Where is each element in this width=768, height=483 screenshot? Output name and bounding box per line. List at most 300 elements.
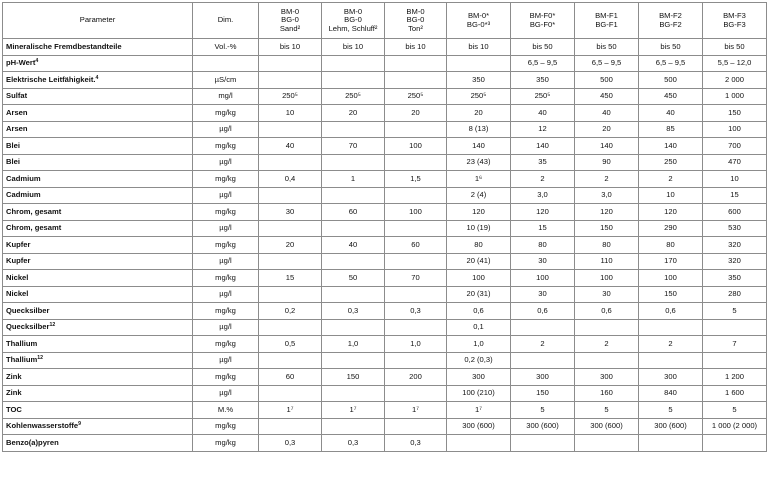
value-cell: 450 bbox=[575, 88, 639, 105]
parameter-name: Nickel bbox=[6, 272, 29, 282]
footnote-marker: 4 bbox=[95, 74, 99, 81]
value-cell: 160 bbox=[575, 385, 639, 402]
parameter-cell bbox=[3, 237, 193, 254]
footnote-marker: 4 bbox=[35, 58, 39, 65]
value-cell: 50 bbox=[322, 270, 385, 287]
unit-cell: mg/kg bbox=[193, 171, 259, 188]
value-cell: 60 bbox=[385, 237, 447, 254]
unit-cell: mg/kg bbox=[193, 270, 259, 287]
value-cell: 20 bbox=[447, 105, 511, 122]
parameter-cell bbox=[3, 303, 193, 320]
value-cell bbox=[322, 418, 385, 435]
header-group-line: BM-0 bbox=[343, 6, 363, 16]
value-cell: 5,5 – 12,0 bbox=[703, 55, 767, 72]
value-cell: 60 bbox=[259, 369, 322, 386]
unit-cell: mg/kg bbox=[193, 418, 259, 435]
value-cell: 0,3 bbox=[322, 303, 385, 320]
header-group-line: BM-F1 bbox=[595, 11, 618, 21]
table-body bbox=[3, 39, 767, 452]
value-cell bbox=[703, 319, 767, 336]
parameter-name: TOC bbox=[6, 404, 22, 414]
value-cell: 250 bbox=[639, 154, 703, 171]
limit-values-table bbox=[2, 2, 767, 452]
value-cell bbox=[575, 352, 639, 369]
value-cell: 100 bbox=[447, 270, 511, 287]
parameter-name: Sulfat bbox=[6, 91, 28, 101]
value-cell bbox=[322, 385, 385, 402]
unit-cell: µS/cm bbox=[193, 72, 259, 89]
value-cell: 30 bbox=[259, 204, 322, 221]
value-cell bbox=[385, 385, 447, 402]
value-cell bbox=[385, 187, 447, 204]
parameter-cell bbox=[3, 253, 193, 270]
value-cell: 0,5 bbox=[259, 336, 322, 353]
value-cell: 2 bbox=[575, 336, 639, 353]
parameter-cell bbox=[3, 385, 193, 402]
value-cell: 300 bbox=[447, 369, 511, 386]
header-dim: Dim. bbox=[193, 3, 259, 39]
value-cell bbox=[259, 72, 322, 89]
value-cell bbox=[639, 319, 703, 336]
value-cell: 10 bbox=[639, 187, 703, 204]
table-row bbox=[3, 336, 767, 353]
value-cell: 5 bbox=[703, 303, 767, 320]
unit-cell: Vol.-% bbox=[193, 39, 259, 56]
value-cell: 1⁶ bbox=[447, 171, 511, 188]
value-cell bbox=[259, 187, 322, 204]
value-cell: 10 (19) bbox=[447, 220, 511, 237]
value-cell: 100 bbox=[511, 270, 575, 287]
value-cell bbox=[385, 352, 447, 369]
parameter-cell bbox=[3, 105, 193, 122]
value-cell: 70 bbox=[322, 138, 385, 155]
value-cell: 6,5 – 9,5 bbox=[511, 55, 575, 72]
value-cell: 40 bbox=[575, 105, 639, 122]
value-cell bbox=[385, 154, 447, 171]
value-cell: 40 bbox=[322, 237, 385, 254]
value-cell: 30 bbox=[575, 286, 639, 303]
value-cell: 150 bbox=[322, 369, 385, 386]
value-cell: 320 bbox=[703, 237, 767, 254]
unit-cell: µg/l bbox=[193, 187, 259, 204]
value-cell: 300 (600) bbox=[447, 418, 511, 435]
value-cell bbox=[575, 319, 639, 336]
value-cell: 530 bbox=[703, 220, 767, 237]
value-cell: 140 bbox=[447, 138, 511, 155]
unit-cell: mg/kg bbox=[193, 303, 259, 320]
value-cell: 1 200 bbox=[703, 369, 767, 386]
value-cell: 700 bbox=[703, 138, 767, 155]
value-cell: bis 10 bbox=[259, 39, 322, 56]
value-cell: 23 (43) bbox=[447, 154, 511, 171]
value-cell bbox=[322, 253, 385, 270]
value-cell: 20 (41) bbox=[447, 253, 511, 270]
header-group-line: BG-0 bbox=[406, 15, 425, 25]
value-cell: 300 (600) bbox=[575, 418, 639, 435]
value-cell bbox=[575, 435, 639, 452]
parameter-cell bbox=[3, 286, 193, 303]
header-group-line: BM-0 bbox=[406, 6, 425, 16]
value-cell: 1 bbox=[322, 171, 385, 188]
value-cell: 40 bbox=[639, 105, 703, 122]
value-cell: bis 50 bbox=[575, 39, 639, 56]
value-cell: 150 bbox=[575, 220, 639, 237]
parameter-name: Thallium bbox=[6, 338, 38, 348]
value-cell bbox=[385, 121, 447, 138]
value-cell bbox=[385, 286, 447, 303]
value-cell: 6,5 – 9,5 bbox=[575, 55, 639, 72]
value-cell bbox=[703, 435, 767, 452]
parameter-cell bbox=[3, 369, 193, 386]
value-cell: 470 bbox=[703, 154, 767, 171]
value-cell: 2 000 bbox=[703, 72, 767, 89]
value-cell: 1,0 bbox=[322, 336, 385, 353]
header-group-line: BG-0*³ bbox=[466, 19, 491, 29]
header-group-line: Sand² bbox=[279, 23, 301, 33]
parameter-cell bbox=[3, 418, 193, 435]
value-cell bbox=[259, 220, 322, 237]
table-row bbox=[3, 105, 767, 122]
value-cell: 170 bbox=[639, 253, 703, 270]
value-cell: 1 000 bbox=[703, 88, 767, 105]
parameter-cell bbox=[3, 319, 193, 336]
unit-cell: mg/kg bbox=[193, 435, 259, 452]
parameter-name: Elektrische Leitfähigkeit. bbox=[6, 74, 96, 84]
value-cell bbox=[322, 55, 385, 72]
value-cell: 30 bbox=[511, 286, 575, 303]
value-cell bbox=[511, 435, 575, 452]
value-cell: 0,4 bbox=[259, 171, 322, 188]
table-row bbox=[3, 369, 767, 386]
value-cell: 120 bbox=[639, 204, 703, 221]
parameter-name: Kohlenwasserstoffe bbox=[6, 421, 79, 431]
unit-cell: mg/kg bbox=[193, 105, 259, 122]
value-cell: 100 (210) bbox=[447, 385, 511, 402]
value-cell: 140 bbox=[639, 138, 703, 155]
parameter-cell bbox=[3, 88, 193, 105]
value-cell bbox=[703, 352, 767, 369]
value-cell: 300 (600) bbox=[639, 418, 703, 435]
table-row bbox=[3, 138, 767, 155]
unit-cell: mg/l bbox=[193, 88, 259, 105]
value-cell bbox=[447, 435, 511, 452]
parameter-name: Kupfer bbox=[6, 256, 31, 266]
value-cell: 60 bbox=[322, 204, 385, 221]
parameter-cell bbox=[3, 220, 193, 237]
table-header bbox=[3, 3, 767, 39]
value-cell: 320 bbox=[703, 253, 767, 270]
value-cell bbox=[322, 286, 385, 303]
value-cell: 1,0 bbox=[385, 336, 447, 353]
value-cell: 3,0 bbox=[575, 187, 639, 204]
parameter-cell bbox=[3, 138, 193, 155]
value-cell: 2 (4) bbox=[447, 187, 511, 204]
parameter-name: Blei bbox=[6, 140, 20, 150]
value-cell: 1⁷ bbox=[259, 402, 322, 419]
value-cell bbox=[447, 55, 511, 72]
value-cell: 15 bbox=[703, 187, 767, 204]
header-group-line: BM-0 bbox=[280, 6, 300, 16]
value-cell: 1,0 bbox=[447, 336, 511, 353]
value-cell: 5 bbox=[511, 402, 575, 419]
value-cell bbox=[322, 121, 385, 138]
value-cell: 250⁵ bbox=[511, 88, 575, 105]
value-cell bbox=[259, 418, 322, 435]
table-row bbox=[3, 72, 767, 89]
value-cell: 0,3 bbox=[259, 435, 322, 452]
header-group-line: BM-F2 bbox=[659, 11, 682, 21]
value-cell: 35 bbox=[511, 154, 575, 171]
value-cell: 10 bbox=[259, 105, 322, 122]
value-cell: 5 bbox=[639, 402, 703, 419]
parameter-cell bbox=[3, 154, 193, 171]
parameter-name: pH-Wert bbox=[6, 58, 36, 68]
table-row bbox=[3, 253, 767, 270]
value-cell: 250⁵ bbox=[322, 88, 385, 105]
value-cell: 150 bbox=[639, 286, 703, 303]
value-cell bbox=[511, 319, 575, 336]
value-cell: 100 bbox=[385, 138, 447, 155]
value-cell: 2 bbox=[639, 336, 703, 353]
value-cell bbox=[511, 352, 575, 369]
header-group-line: BG-0 bbox=[344, 15, 362, 25]
value-cell bbox=[259, 55, 322, 72]
parameter-name: Benzo(a)pyren bbox=[6, 437, 59, 447]
unit-cell: µg/l bbox=[193, 154, 259, 171]
value-cell bbox=[322, 72, 385, 89]
parameter-name: Cadmium bbox=[6, 190, 41, 200]
value-cell: 12 bbox=[511, 121, 575, 138]
parameter-cell bbox=[3, 121, 193, 138]
value-cell: 0,3 bbox=[385, 435, 447, 452]
value-cell: 1⁷ bbox=[322, 402, 385, 419]
value-cell: 80 bbox=[511, 237, 575, 254]
value-cell: 5 bbox=[703, 402, 767, 419]
unit-cell: µg/l bbox=[193, 319, 259, 336]
parameter-name: Thallium bbox=[6, 355, 38, 365]
parameter-name: Mineralische Fremdbestandteile bbox=[6, 41, 122, 51]
unit-cell: M.% bbox=[193, 402, 259, 419]
unit-cell: µg/l bbox=[193, 352, 259, 369]
parameter-cell bbox=[3, 39, 193, 56]
value-cell bbox=[322, 319, 385, 336]
table-row bbox=[3, 55, 767, 72]
table-row bbox=[3, 39, 767, 56]
value-cell: 15 bbox=[511, 220, 575, 237]
table-row bbox=[3, 171, 767, 188]
value-cell: 250⁵ bbox=[385, 88, 447, 105]
value-cell: 90 bbox=[575, 154, 639, 171]
value-cell bbox=[259, 385, 322, 402]
table-row bbox=[3, 352, 767, 369]
unit-cell: µg/l bbox=[193, 220, 259, 237]
parameter-name: Arsen bbox=[6, 124, 28, 134]
value-cell bbox=[322, 187, 385, 204]
table-row bbox=[3, 286, 767, 303]
header-group-3 bbox=[447, 3, 511, 39]
table-row bbox=[3, 237, 767, 254]
parameter-name: Blei bbox=[6, 157, 20, 167]
value-cell bbox=[259, 286, 322, 303]
value-cell: 450 bbox=[639, 88, 703, 105]
header-row bbox=[3, 3, 767, 39]
value-cell: 140 bbox=[575, 138, 639, 155]
value-cell: 150 bbox=[703, 105, 767, 122]
value-cell: 40 bbox=[511, 105, 575, 122]
table-row bbox=[3, 220, 767, 237]
unit-cell: mg/kg bbox=[193, 204, 259, 221]
value-cell: 120 bbox=[447, 204, 511, 221]
value-cell: 40 bbox=[259, 138, 322, 155]
value-cell: 200 bbox=[385, 369, 447, 386]
parameter-name: Cadmium bbox=[6, 173, 41, 183]
header-group-line: Ton² bbox=[408, 23, 423, 33]
value-cell: 1 600 bbox=[703, 385, 767, 402]
value-cell: bis 10 bbox=[385, 39, 447, 56]
parameter-name: Zink bbox=[6, 388, 22, 398]
header-group-4 bbox=[511, 3, 575, 39]
value-cell bbox=[259, 253, 322, 270]
unit-cell: mg/kg bbox=[193, 336, 259, 353]
value-cell bbox=[385, 418, 447, 435]
header-group-line: BM-0* bbox=[467, 11, 490, 21]
footnote-marker: 12 bbox=[37, 355, 44, 362]
document-page bbox=[2, 2, 766, 452]
value-cell: 0,2 (0,3) bbox=[447, 352, 511, 369]
value-cell bbox=[385, 72, 447, 89]
footnote-marker: 12 bbox=[49, 322, 56, 329]
header-group-line: BM-F0* bbox=[529, 11, 556, 21]
value-cell: 150 bbox=[511, 385, 575, 402]
header-group-line: BG-F2 bbox=[659, 19, 682, 29]
header-group-line: BM-F3 bbox=[723, 11, 746, 21]
value-cell: 2 bbox=[575, 171, 639, 188]
parameter-cell bbox=[3, 270, 193, 287]
value-cell: 300 (600) bbox=[511, 418, 575, 435]
unit-cell: µg/l bbox=[193, 121, 259, 138]
value-cell: 20 bbox=[322, 105, 385, 122]
header-group-6 bbox=[639, 3, 703, 39]
value-cell: 600 bbox=[703, 204, 767, 221]
value-cell: 80 bbox=[575, 237, 639, 254]
value-cell bbox=[639, 352, 703, 369]
value-cell: 2 bbox=[511, 336, 575, 353]
value-cell: 5 bbox=[575, 402, 639, 419]
table-row bbox=[3, 270, 767, 287]
parameter-name: Kupfer bbox=[6, 239, 31, 249]
value-cell bbox=[259, 352, 322, 369]
value-cell: 0,6 bbox=[575, 303, 639, 320]
unit-cell: µg/l bbox=[193, 286, 259, 303]
unit-cell: mg/kg bbox=[193, 237, 259, 254]
value-cell bbox=[322, 220, 385, 237]
table-row bbox=[3, 121, 767, 138]
header-group-line: BG-F3 bbox=[723, 19, 746, 29]
unit-cell: mg/kg bbox=[193, 138, 259, 155]
value-cell: 1⁷ bbox=[447, 402, 511, 419]
value-cell: 7 bbox=[703, 336, 767, 353]
table-row bbox=[3, 385, 767, 402]
value-cell bbox=[385, 319, 447, 336]
parameter-cell bbox=[3, 55, 193, 72]
value-cell: 300 bbox=[511, 369, 575, 386]
header-group-line: BG-F0* bbox=[529, 19, 556, 29]
value-cell: 840 bbox=[639, 385, 703, 402]
value-cell: 290 bbox=[639, 220, 703, 237]
value-cell: 350 bbox=[703, 270, 767, 287]
value-cell: 0,3 bbox=[385, 303, 447, 320]
unit-cell: µg/l bbox=[193, 253, 259, 270]
value-cell: 300 bbox=[639, 369, 703, 386]
table-row bbox=[3, 402, 767, 419]
value-cell: 100 bbox=[385, 204, 447, 221]
value-cell bbox=[259, 121, 322, 138]
value-cell: bis 10 bbox=[322, 39, 385, 56]
value-cell: 350 bbox=[511, 72, 575, 89]
parameter-cell bbox=[3, 435, 193, 452]
value-cell bbox=[322, 352, 385, 369]
value-cell: 0,6 bbox=[511, 303, 575, 320]
unit-cell bbox=[193, 55, 259, 72]
header-group-line: BG-F1 bbox=[595, 19, 618, 29]
value-cell: 6,5 – 9,5 bbox=[639, 55, 703, 72]
header-group-7 bbox=[703, 3, 767, 39]
header-group-0 bbox=[259, 3, 322, 39]
parameter-name: Zink bbox=[6, 371, 22, 381]
parameter-cell bbox=[3, 171, 193, 188]
table-row bbox=[3, 88, 767, 105]
value-cell: 500 bbox=[575, 72, 639, 89]
value-cell: 140 bbox=[511, 138, 575, 155]
value-cell: 20 bbox=[259, 237, 322, 254]
value-cell: 100 bbox=[703, 121, 767, 138]
parameter-name: Arsen bbox=[6, 107, 28, 117]
table-row bbox=[3, 204, 767, 221]
table-row bbox=[3, 319, 767, 336]
parameter-cell bbox=[3, 352, 193, 369]
value-cell: 1⁷ bbox=[385, 402, 447, 419]
value-cell: bis 50 bbox=[639, 39, 703, 56]
value-cell: 250⁵ bbox=[447, 88, 511, 105]
value-cell: 500 bbox=[639, 72, 703, 89]
header-group-line: Lehm, Schluff² bbox=[328, 23, 378, 33]
value-cell: 2 bbox=[639, 171, 703, 188]
value-cell: 85 bbox=[639, 121, 703, 138]
value-cell: bis 10 bbox=[447, 39, 511, 56]
value-cell bbox=[385, 220, 447, 237]
header-parameter: Parameter bbox=[3, 3, 193, 39]
table-row bbox=[3, 418, 767, 435]
unit-cell: mg/kg bbox=[193, 369, 259, 386]
value-cell: 30 bbox=[511, 253, 575, 270]
value-cell: 250⁵ bbox=[259, 88, 322, 105]
table-row bbox=[3, 435, 767, 452]
header-group-1 bbox=[322, 3, 385, 39]
header-group-line: BG-0 bbox=[281, 15, 299, 25]
parameter-name: Nickel bbox=[6, 289, 29, 299]
value-cell: 8 (13) bbox=[447, 121, 511, 138]
value-cell: 70 bbox=[385, 270, 447, 287]
value-cell: 2 bbox=[511, 171, 575, 188]
value-cell: 80 bbox=[447, 237, 511, 254]
parameter-cell bbox=[3, 336, 193, 353]
table-row bbox=[3, 154, 767, 171]
value-cell: 300 bbox=[575, 369, 639, 386]
parameter-cell bbox=[3, 72, 193, 89]
value-cell: 120 bbox=[511, 204, 575, 221]
parameter-name: Quecksilber bbox=[6, 305, 50, 315]
parameter-cell bbox=[3, 187, 193, 204]
